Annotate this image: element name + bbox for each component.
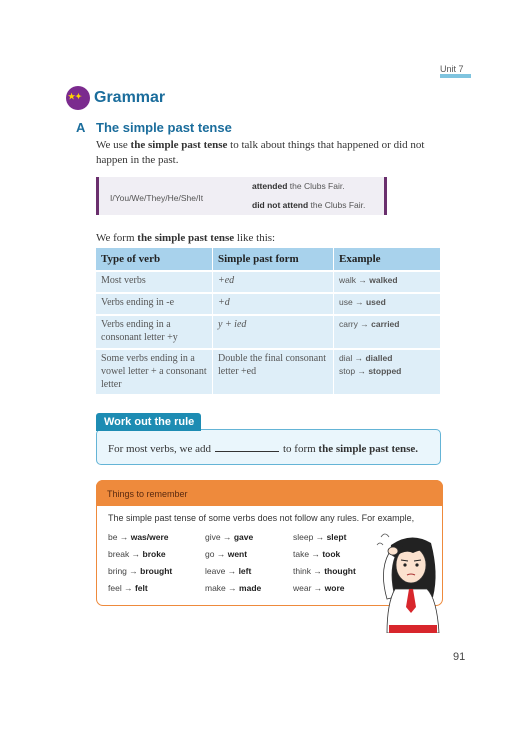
unit-underline <box>440 74 471 78</box>
table-header: Type of verb <box>96 248 213 271</box>
example-subject: I/You/We/They/He/She/It <box>110 193 204 203</box>
table-header: Simple past form <box>213 248 334 271</box>
verb-pair: break → broke <box>108 549 166 559</box>
unit-label: Unit 7 <box>440 64 464 74</box>
section-letter: A <box>76 120 86 135</box>
verb-pair: bring → brought <box>108 566 173 576</box>
table-cell-form: +d <box>213 293 334 315</box>
verb-pair: think → thought <box>293 566 356 576</box>
table-row <box>96 349 441 394</box>
verb-pair: go → went <box>205 549 248 559</box>
answer-blank[interactable] <box>215 442 279 452</box>
table-cell-form: Double the final consonant letter +ed <box>213 349 334 394</box>
things-to-remember-title: Things to remember <box>107 489 188 499</box>
example-negative: did not attend the Clubs Fair. <box>252 200 366 210</box>
verb-pair: leave → left <box>205 566 252 576</box>
verb-pair: feel → felt <box>108 583 148 593</box>
confused-girl-illustration <box>373 527 451 633</box>
things-to-remember-intro: The simple past tense of some verbs does not follow any rules. For example, <box>108 513 415 523</box>
intro-paragraph: We use the simple past tense to talk about things that happened or did not happen in the past. <box>96 139 425 166</box>
verb-pair: wear → wore <box>293 583 345 593</box>
verb-form-table <box>96 248 441 394</box>
table-cell-form: +ed <box>213 271 334 293</box>
section-heading: Grammar <box>94 89 166 106</box>
table-row <box>96 293 441 315</box>
rule-sentence: For most verbs, we add to form the simple past tense. <box>108 443 419 455</box>
verb-pair: sleep → slept <box>293 532 347 542</box>
table-header: Example <box>334 248 441 271</box>
table-cell-type: Verbs ending in -e <box>96 293 213 315</box>
grammar-logo-icon: ★✦ <box>66 86 90 110</box>
table-header-row <box>96 248 441 271</box>
table-cell-example: carry → carried <box>334 315 441 349</box>
section-title: The simple past tense <box>96 120 232 135</box>
table-cell-type: Verbs ending in a consonant letter +y <box>96 315 213 349</box>
page-number: 91 <box>453 651 466 663</box>
form-intro: We form the simple past tense like this: <box>96 232 276 244</box>
table-cell-example: dial → dialled stop → stopped <box>334 349 441 394</box>
table-row <box>96 315 441 349</box>
table-cell-example: walk → walked <box>334 271 441 293</box>
verb-pair: take → took <box>293 549 341 559</box>
verb-pair: make → made <box>205 583 262 593</box>
verb-pair: give → gave <box>205 532 254 542</box>
table-cell-form: y + ied <box>213 315 334 349</box>
table-cell-type: Most verbs <box>96 271 213 293</box>
table-cell-example: use → used <box>334 293 441 315</box>
verb-pair: be → was/were <box>108 532 169 542</box>
table-row <box>96 271 441 293</box>
rule-tab: Work out the rule <box>96 413 201 431</box>
example-affirmative: attended the Clubs Fair. <box>252 181 345 191</box>
table-cell-type: Some verbs ending in a vowel letter + a consonant letter <box>96 349 213 394</box>
